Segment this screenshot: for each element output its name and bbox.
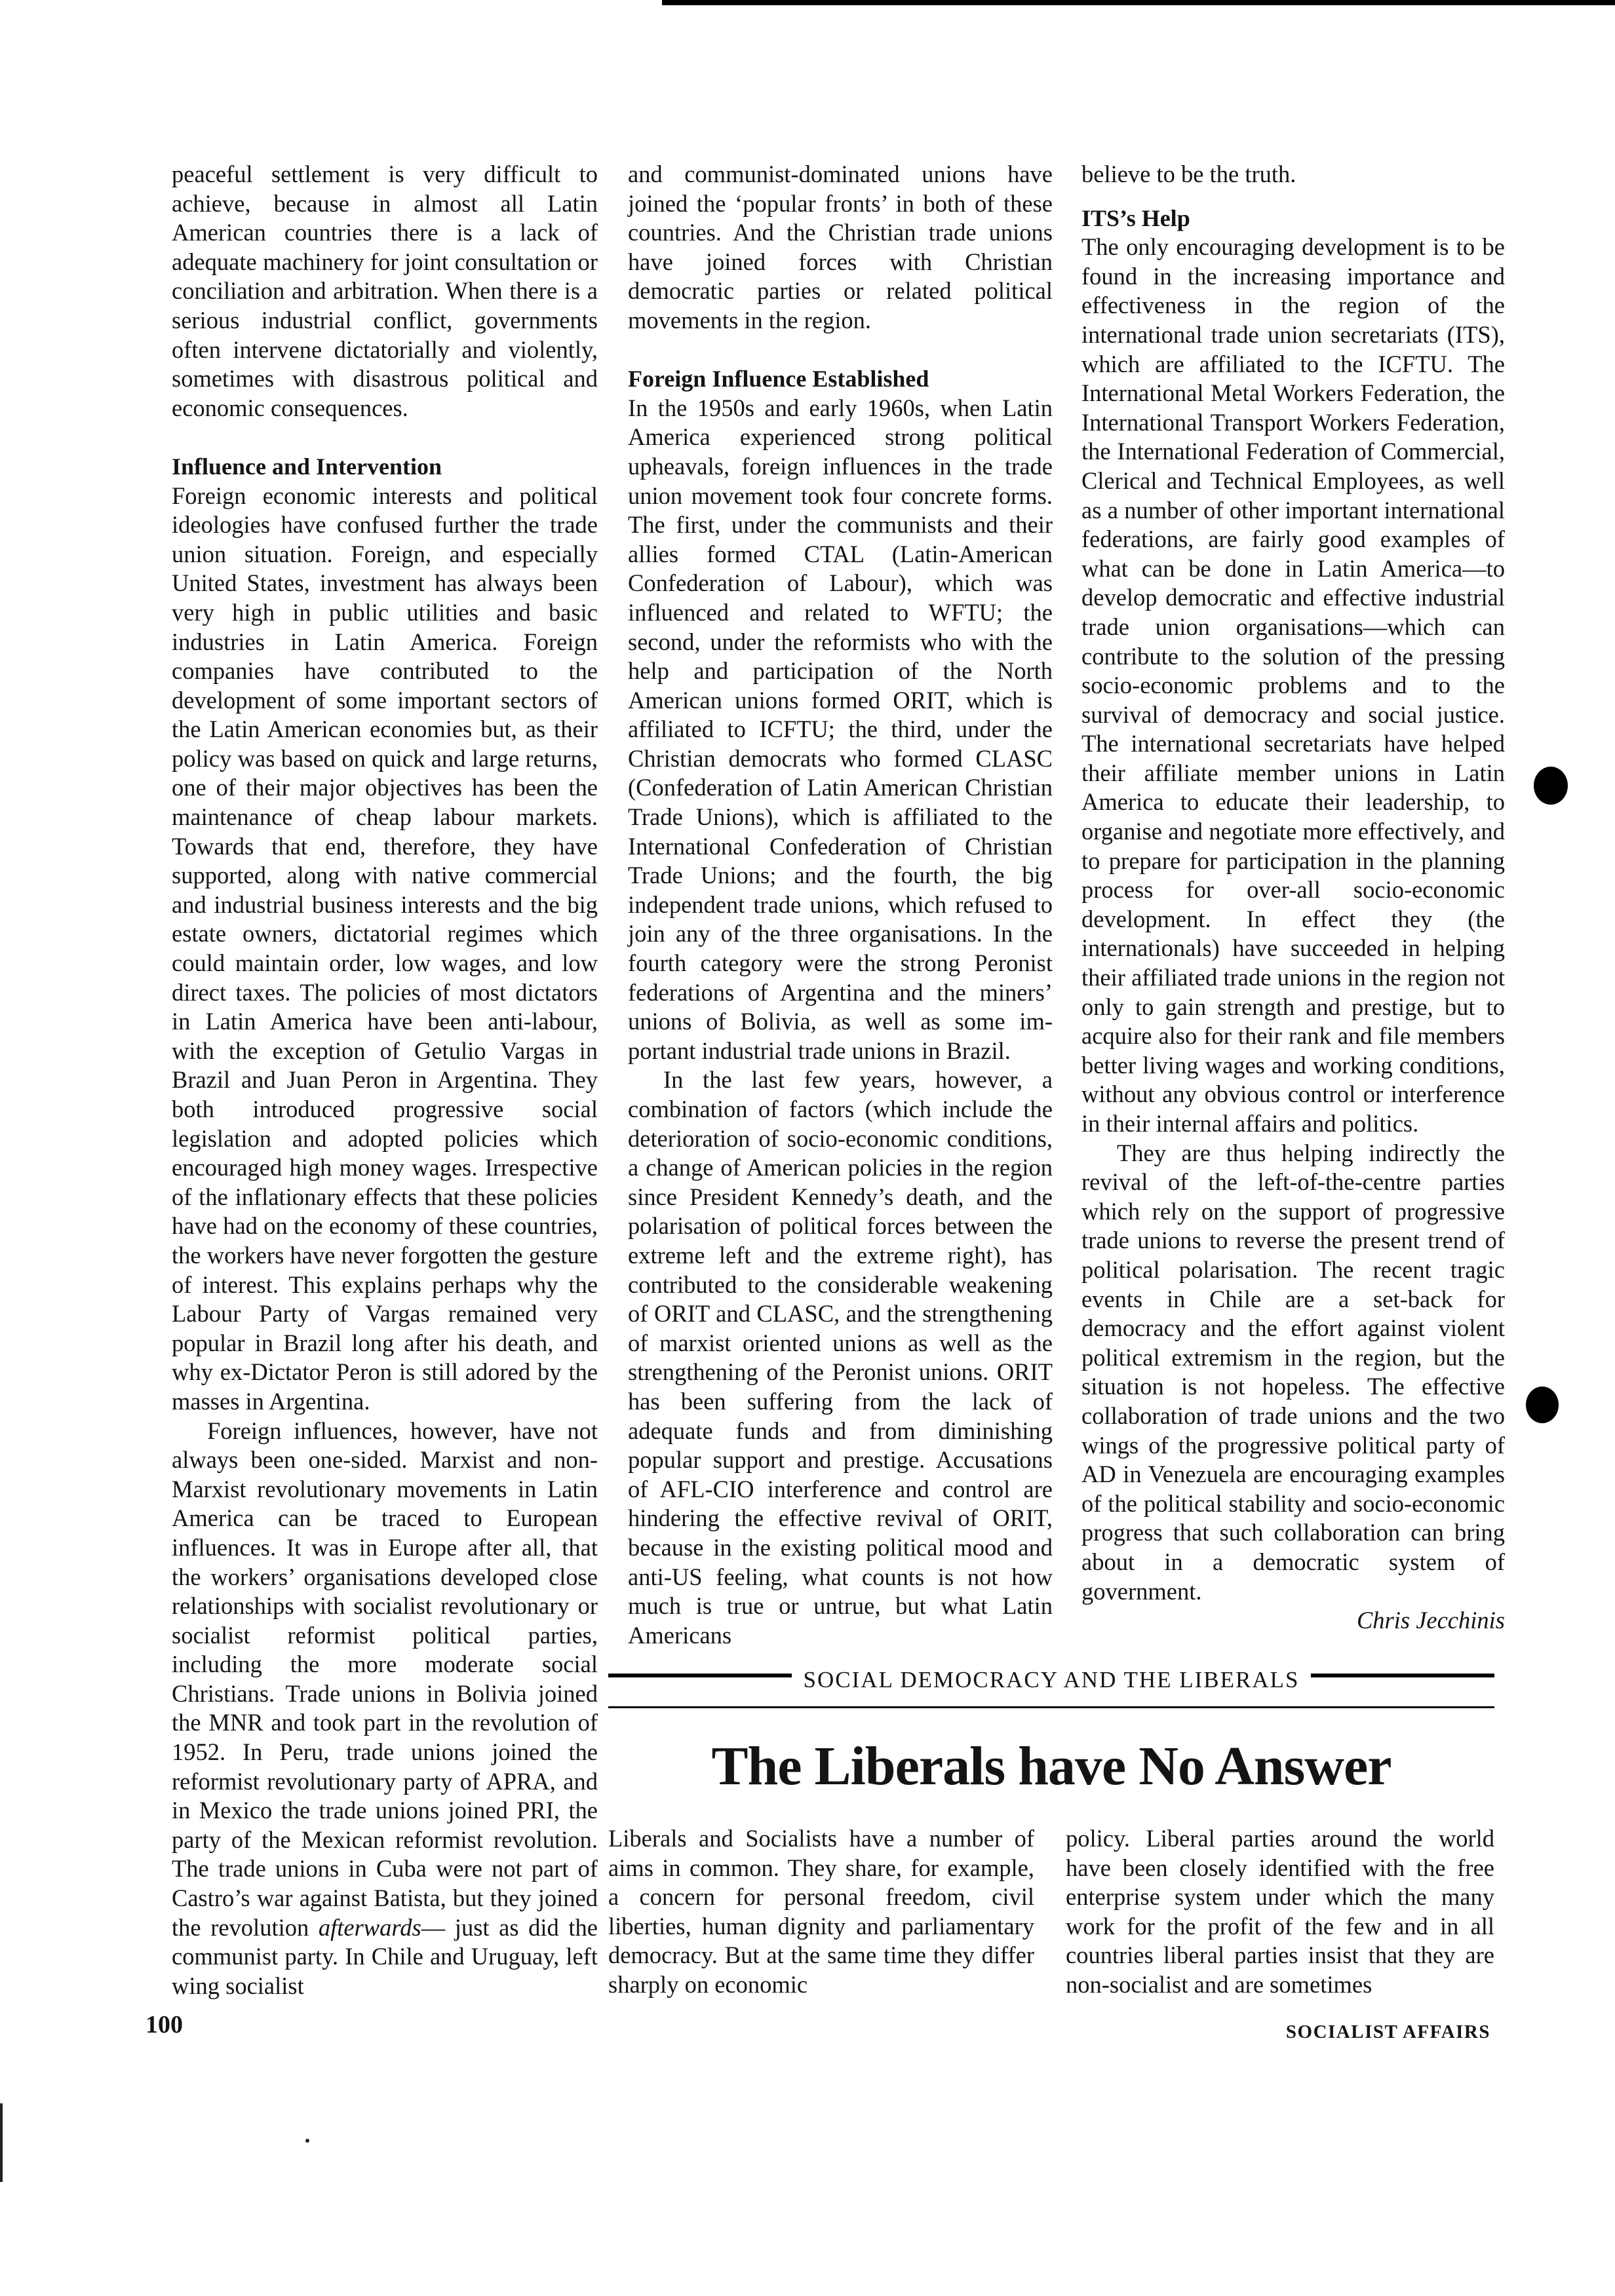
punch-hole-mark: [1534, 767, 1568, 805]
paragraph: Foreign economic interests and political ideologies have confused further the trade union situation. Foreign, and especially United States, investment has always been very high in public utilities and basic industries in Latin America. Foreign companies have contributed to the development of some important sectors of the Latin American economies but, as their policy was based on quick and large returns, one of their major objectives has been the maintenance of cheap labour markets. Towards that end, therefore, they have supported, along with native commercial and industrial business interests and the big estate owners, dictatorial regimes which could maintain order, low wages, and low direct taxes. The policies of most dictators in Latin America have been anti-labour, with the exception of Getulio Vargas in Brazil and Juan Peron in Argentina. They both introduced progressive social legislation and adopted policies which encouraged high money wages. Irrespective of the inflationary effects that these policies have had on the economy of these countries, the workers have never forgotten the gesture of interest. This explains perhaps why the Labour Party of Vargas remained very popular in Brazil long after his death, and why ex-Dictator Peron is still adored by the masses in Argentina.: [172, 482, 598, 1415]
punch-hole-mark: [1526, 1387, 1559, 1423]
journal-name: SOCIALIST AFFAIRS: [1285, 2021, 1490, 2042]
paragraph: In the last few years, however, a combination of factors (which include the deterioration of socio-economic conditions, a change of American policies in the region since President Kennedy’s death, and the polarisation of political forces between the extreme left and the extreme right), has contributed to the considerable weakening of ORIT and CLASC, and the strengthening of marxist oriented unions as well as the strengthening of the Peronist unions. ORIT has been suffering from the lack of adequate funds and from diminishing popular support and prestige. Accusations of AFL-CIO interference and control are hindering the effective revival of ORIT, because in the existing political mood and anti-US feeling, what counts is not how much is true or untrue, but what Latin Americans: [628, 1066, 1053, 1649]
section-rule-bottom: [608, 1706, 1494, 1708]
article-column-2: [628, 160, 1053, 1650]
section-heading: ITS’s Help: [1081, 204, 1190, 231]
paragraph-continued: peaceful settlement is very difficult to achieve, because in almost all Latin American countries there is a lack of adequate machinery for joint consultation or conciliation and arbitration. When there is a serious industrial conflict, governments often intervene dictatorially and violently, sometimes with disastrous political and economic consequences.: [172, 161, 598, 421]
emphasis-text: afterwards: [318, 1913, 421, 1941]
paragraph: Liberals and Socialists have a number of aims in common. They share, for example, a concern for personal freedom, civil liberties, human dignity and parliamentary democracy. But at the same time they differ sharply on economic: [608, 1825, 1034, 1998]
paragraph: The only encouraging development is to be found in the increasing importance and effectiveness in the region of the international trade union secretariats (ITS), which are affiliated to the ICFTU. The International Metal Workers Federation, the International Transport Workers Federation, the International Federation of Commercial, Clerical and Technical Employees, as well as a number of other important international federations, are fairly good examples of what can be done in Latin America—to develop democratic and effective industrial trade union organisations—which can contribute to the solution of the pressing socio-economic problems and to the survival of democracy and social justice. The international secretariats have helped their affiliate member unions in Latin America to educate their leadership, to organise and negotiate more effectively, and to prepare for participation in the planning process for over-all socio-economic development. In effect they (the internationals) have succeeded in helping their affiliated trade unions in the region not only to gain strength and prestige, but to acquire also for their rank and file members better living wages and working conditions, without any obvious control or interference in their internal affairs and politics.: [1081, 233, 1505, 1137]
scan-speck: [305, 2139, 309, 2143]
section-heading: Influence and Intervention: [172, 453, 442, 480]
page-number: 100: [146, 2011, 183, 2038]
section-heading: Foreign Influence Established: [628, 366, 929, 392]
scan-edge-mark: [0, 2103, 3, 2182]
author-signature: Chris Jecchinis: [1356, 1607, 1505, 1634]
article-column-3: [1081, 160, 1505, 1636]
next-article-column-right: [1066, 1824, 1494, 2000]
paragraph-continued: believe to be the truth.: [1081, 161, 1296, 187]
section-label: SOCIAL DEMOCRACY AND THE LIBERALS: [608, 1664, 1494, 1696]
paragraph: In the 1950s and early 1960s, when Latin America experienced strong political upheavals, foreign influences in the trade union movement took four concrete forms. The first, under the communists and their allies formed CTAL (Latin-American Confederation of Labour), which was influenced and related to WFTU; the second, under the reformists who with the help and participation of the North American unions formed ORIT, which is affiliated to ICFTU; the third, under the Christian democrats who formed CLASC (Confederation of Latin American Christian Trade Unions), which is affiliated to the International Confederation of Christian Trade Unions; and the fourth, the big independent trade unions, which refused to join any of the three organisations. In the fourth category were the strong Peronist federations of Argentina and the miners’ unions of Bolivia, as well as some important industrial trade unions in Brazil.: [628, 394, 1053, 1064]
paragraph: policy. Liberal parties around the world have been closely identified with the free enterprise system under which the many work for the profit of the few and in all countries liberal parties insist that they are non-socialist and are sometimes: [1066, 1825, 1494, 1998]
paragraph-continued: and communist-dominated unions have joined the ‘popular fronts’ in both of these countries. And the Christian trade unions have joined forces with Christian democratic parties or related political movements in the region.: [628, 161, 1053, 334]
paragraph: Foreign influences, however, have not always been one-sided. Marxist and non-Marxist revolutionary movements in Latin America can be traced to European influences. It was in Europe after all, that the workers’ organisations developed close relationships with socialist revolutionary or socialist reformist political parties, including the more moderate social Christians. Trade unions in Bolivia joined the MNR and took part in the revolution of 1952. In Peru, trade unions joined the reformist revolutionary party of APRA, and in Mexico the trade unions joined PRI, the party of the Mexican reformist revolution. The trade unions in Cuba were not part of Castro’s war against Batista, but they joined the revolution afterwards— just as did the communist party. In Chile and Uruguay, left wing socialist: [172, 1417, 598, 1999]
article-title: The Liberals have No Answer: [711, 1736, 1391, 1797]
next-article-column-left: [608, 1824, 1034, 2000]
paragraph: They are thus helping indirectly the revival of the left-of-the-centre parties which rely on the support of progressive trade unions to reverse the present trend of political polarisation. The recent tragic events in Chile are a set-back for democracy and the effort against violent political extremism in the region, but the situation is not hopeless. The effective collaboration of trade unions and the two wings of the progressive political party of AD in Venezuela are encouraging examples of the political stability and socio-economic progress that such collaboration can bring about in a democratic system of government.: [1081, 1139, 1505, 1605]
top-border-rule: [662, 0, 1615, 5]
article-column-1: [172, 160, 598, 2000]
